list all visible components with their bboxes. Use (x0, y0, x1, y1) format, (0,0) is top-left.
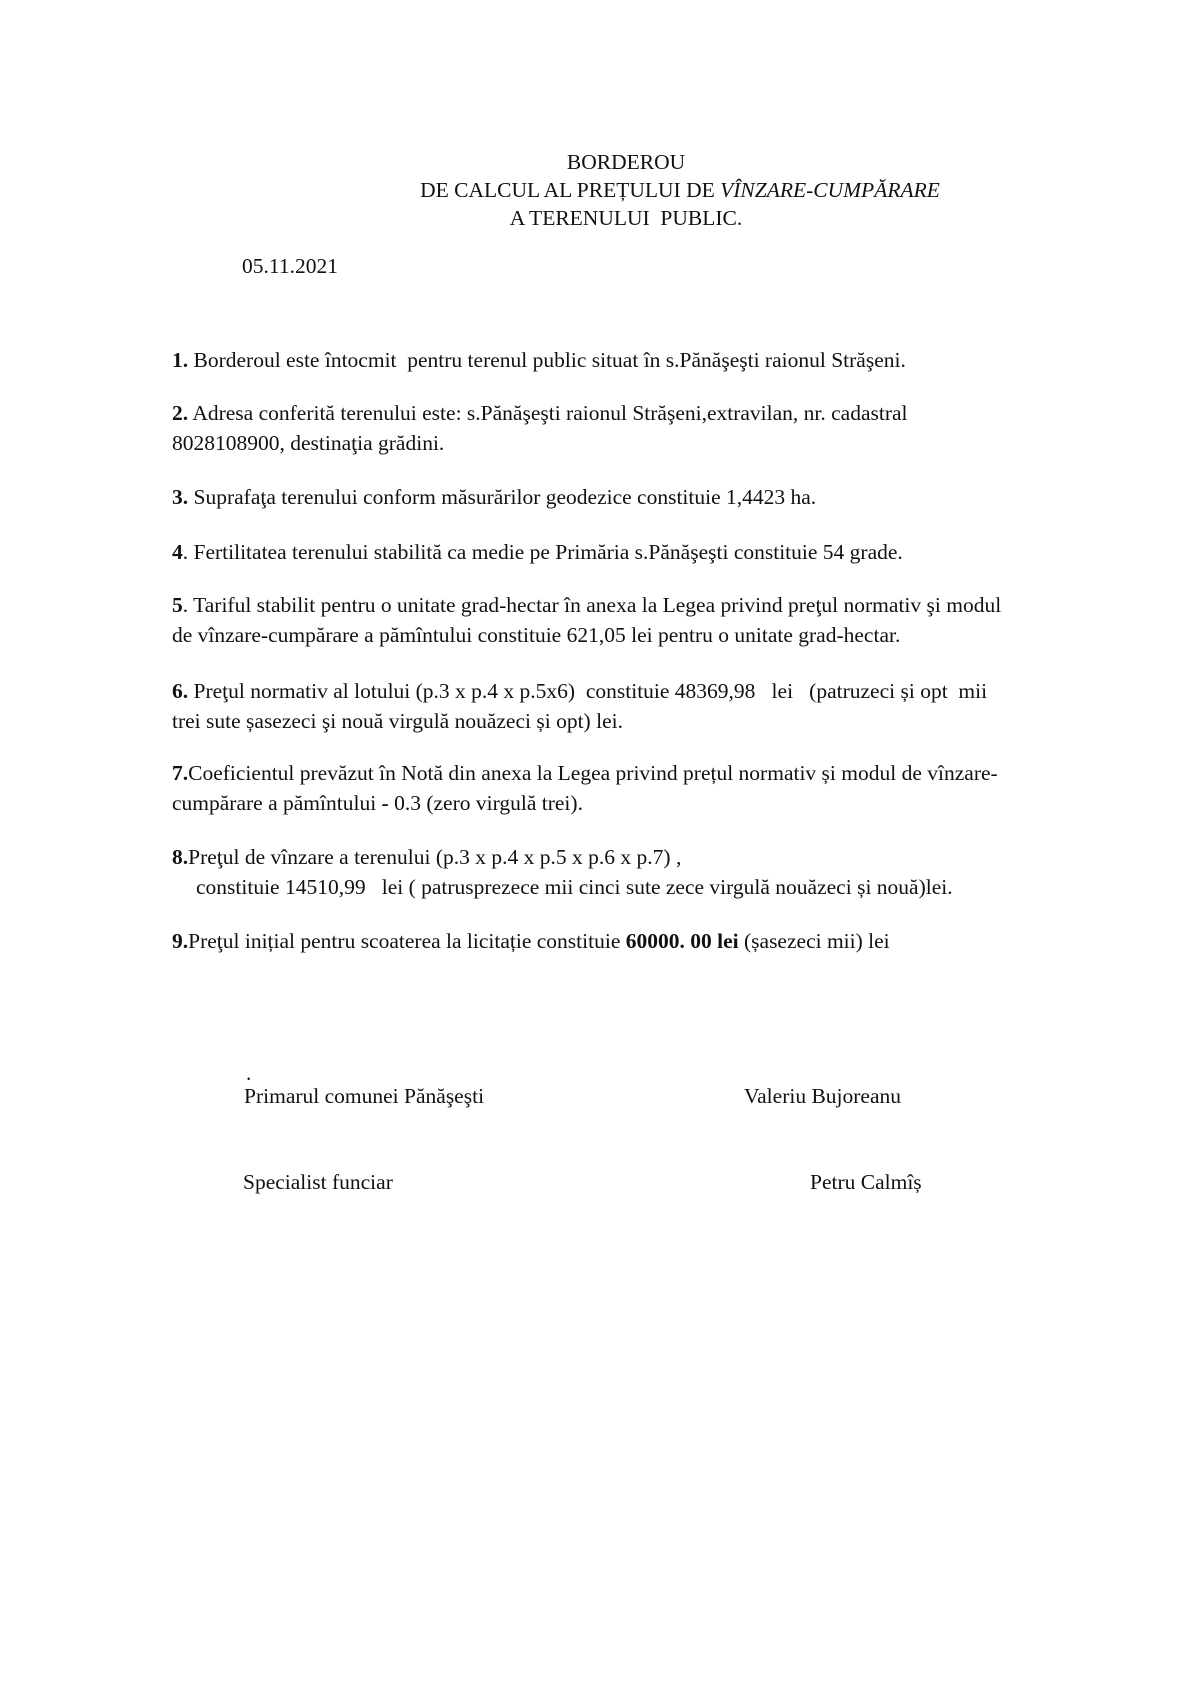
item-3 (172, 482, 816, 512)
item-2-number: 2. (172, 401, 189, 425)
item-5-number: 5 (172, 593, 183, 617)
item-8-text: Preţul de vînzare a terenului (p.3 x p.4 x p.5 x p.6 x p.7) , (188, 845, 682, 869)
mayor-name: Valeriu Bujoreanu (744, 1084, 902, 1108)
item-6-line-2: trei sute șasezeci şi nouă virgulă nouăzeci și opt) lei. (172, 709, 623, 733)
mayor-role: Primarul comunei Pănăşeşti (244, 1084, 485, 1108)
item-1 (172, 345, 906, 375)
item-8-line-2: constituie 14510,99 lei ( patrusprezece mii cinci sute zece virgulă nouăzeci și nouă)lei. (196, 875, 953, 899)
item-7-value: 0.3 (zero virgulă trei). (388, 791, 583, 815)
document-date: 05.11.2021 (242, 254, 338, 278)
item-7-dash: - (381, 791, 389, 815)
item-2-line-1 (172, 398, 908, 428)
stray-dot: . (246, 1061, 252, 1085)
item-8-number: 8. (172, 845, 189, 869)
title-line-2-italic: VÎNZARE-CUMPĂRARE (720, 178, 940, 202)
title-line-2-prefix: DE CALCUL AL PREȚULUI DE (420, 178, 721, 202)
title-line-3: A TERENULUI PUBLIC. (509, 206, 743, 230)
item-9 (172, 926, 890, 956)
specialist-role: Specialist funciar (243, 1170, 393, 1194)
item-4-number: 4 (172, 540, 183, 564)
item-5-text: . Tariful stabilit pentru o unitate grad-hectar în anexa la Legea privind preţul normativ şi modul (182, 593, 1002, 617)
title-line-1: BORDEROU (566, 150, 686, 174)
item-3-number: 3. (172, 485, 189, 509)
specialist-name: Petru Calmîș (810, 1170, 922, 1194)
item-6-number: 6. (172, 679, 189, 703)
item-7-text: Coeficientul prevăzut în Notă din anexa la Legea privind prețul normativ și modul de vînzare- (188, 761, 998, 785)
item-4 (172, 537, 903, 567)
item-5-line-2: de vînzare-cumpărare a pămîntului constituie 621,05 lei pentru o unitate grad-hectar. (172, 623, 901, 647)
item-3-text: Suprafaţa terenului conform măsurărilor geodezice constituie 1,4423 ha. (188, 485, 817, 509)
item-9-starting-price: 60000. 00 lei (625, 929, 739, 953)
item-7-line-1 (172, 758, 998, 788)
item-9-number: 9. (172, 929, 189, 953)
item-7-line-2-text: cumpărare a pămîntului (172, 791, 382, 815)
item-1-number: 1. (172, 348, 189, 372)
item-5-line-1 (172, 590, 1001, 620)
item-1-text: Borderoul este întocmit pentru terenul public situat în s.Pănăşeşti raionul Străşeni. (188, 348, 906, 372)
item-2-text: Adresa conferită terenului este: s.Pănăşeşti raionul Străşeni,extravilan, nr. cadastral (188, 401, 908, 425)
item-4-text: . Fertilitatea terenului stabilită ca medie pe Primăria s.Pănăşeşti constituie 54 grade. (182, 540, 903, 564)
item-7-number: 7. (172, 761, 189, 785)
item-7-line-2 (172, 788, 583, 818)
item-9-text-end: (șasezeci mii) lei (738, 929, 890, 953)
item-6-text: Preţul normativ al lotului (p.3 x p.4 x p.5x6) constituie 48369,98 lei (patruzeci și opt mii (188, 679, 988, 703)
item-9-text: Preţul inițial pentru scoaterea la licitație constituie (188, 929, 626, 953)
title-line-2 (85, 175, 1190, 205)
item-2-line-2: 8028108900, destinaţia grădini. (172, 431, 445, 455)
item-6-line-1 (172, 676, 987, 706)
item-8-line-1 (172, 842, 681, 872)
